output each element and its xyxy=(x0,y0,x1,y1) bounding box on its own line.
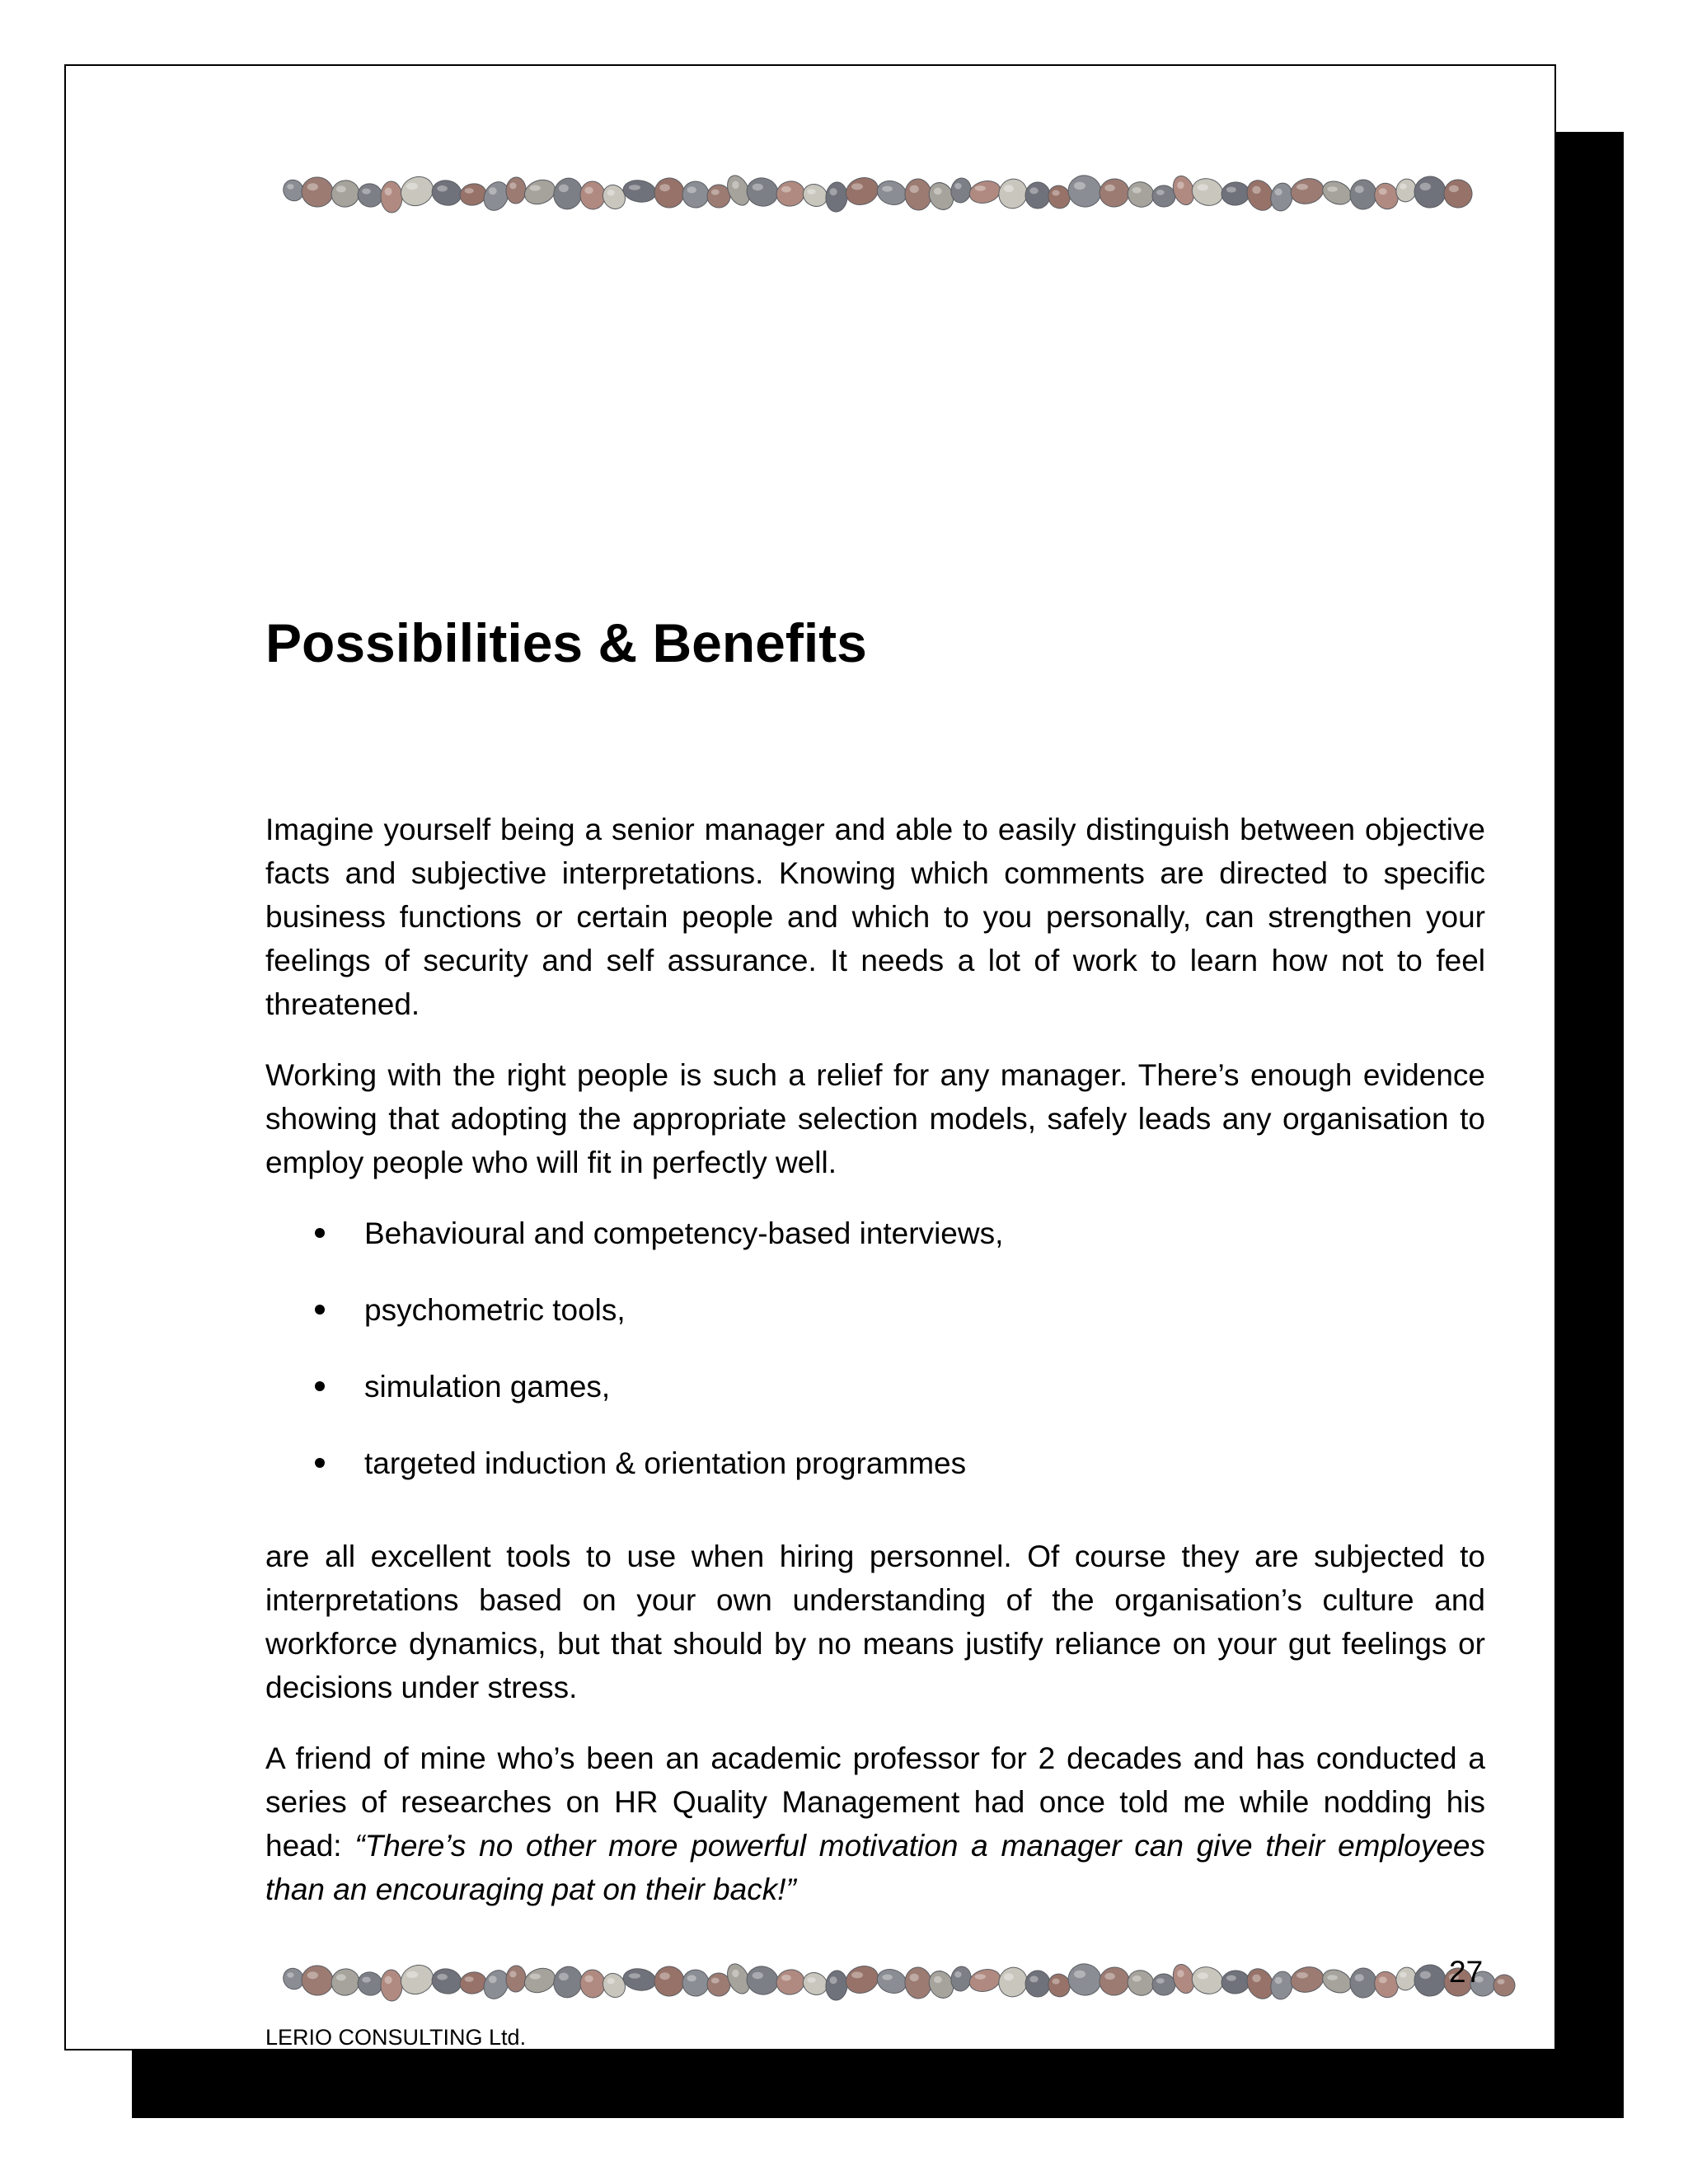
list-item xyxy=(265,1288,1485,1365)
bullet-icon xyxy=(315,1381,325,1391)
pebble-highlight xyxy=(830,188,837,195)
page-number: 27 xyxy=(1449,1955,1484,1989)
pebble-highlight xyxy=(1132,1975,1142,1982)
pebble-highlight xyxy=(465,1976,474,1982)
pebble-icon xyxy=(842,173,882,209)
paragraph: Working with the right people is such a relief for any manager. There’s enough evidence showing that adopting the appropriate selection models, safely leads any organisation to employ people who will fit in perfectly well. xyxy=(265,1058,1485,1179)
pebble-icon xyxy=(1319,177,1354,209)
pebble-icon xyxy=(1268,1970,1295,2001)
pebble-highlight xyxy=(851,183,863,190)
pebble-highlight xyxy=(1379,188,1387,194)
footer-tagline: Helps People’s Potential Stand Out! xyxy=(265,2055,619,2079)
pebble-highlight xyxy=(882,1975,893,1980)
pebble-highlight xyxy=(1275,1977,1282,1985)
pebble-icon xyxy=(1288,176,1326,207)
pebble-highlight xyxy=(1053,190,1060,196)
pebble-highlight xyxy=(1156,190,1165,195)
pebble-icon xyxy=(579,1969,606,1999)
pebble-highlight xyxy=(362,1977,371,1983)
pebble-highlight xyxy=(1198,1972,1208,1979)
pebble-icon xyxy=(505,1965,527,1992)
pebble-icon xyxy=(1189,1963,1226,1999)
pebble-icon xyxy=(1413,175,1448,210)
pebble-highlight xyxy=(975,1974,986,1980)
closing-paragraph-intro: A friend of mine who’s been an academic professor for 2 decades and has conducted a series of researches on HR Quality Management had once told me while nodding his head: xyxy=(265,1741,1485,1863)
bullet-icon xyxy=(315,1458,325,1468)
pebble-highlight xyxy=(781,186,791,193)
pebble-highlight xyxy=(584,1975,593,1983)
list-item-text: psychometric tools, xyxy=(364,1293,626,1327)
pebble-icon xyxy=(1413,1963,1448,1999)
pebble-highlight xyxy=(307,1971,318,1979)
pebble-highlight xyxy=(954,183,961,190)
pebble-highlight xyxy=(1327,1975,1338,1980)
pebble-icon xyxy=(1221,181,1250,206)
pebble-icon xyxy=(380,1970,402,2002)
pebble-highlight xyxy=(1104,1973,1115,1980)
pebble-icon xyxy=(328,177,363,210)
pebble-icon xyxy=(967,1966,1002,1994)
pebble-highlight xyxy=(559,185,569,193)
pebble-icon xyxy=(521,176,558,208)
paragraph: Imagine yourself being a senior manager and able to easily distinguish between objective facts and subjective interpretations. Knowing which comments are directed to specific business functions or certain people and which to you personally, can strengthen your feelings of security and self assurance. It needs a lot of work to learn how not to feel threatened. xyxy=(265,813,1485,1021)
pebble-icon xyxy=(300,1964,335,1997)
pebble-highlight xyxy=(807,1977,816,1983)
tools-list xyxy=(265,1212,1485,1518)
pebble-icon xyxy=(842,1961,882,1997)
pebble-highlight xyxy=(1004,1973,1014,1980)
pebble-highlight xyxy=(910,185,919,194)
document-page xyxy=(64,64,1556,2079)
pebble-highlight xyxy=(1379,1976,1387,1983)
pebble-icon xyxy=(651,175,687,211)
pebble-highlight xyxy=(1296,1972,1308,1979)
pebble-highlight xyxy=(509,182,516,189)
pebble-highlight xyxy=(807,189,816,194)
pebble-highlight xyxy=(1355,1974,1364,1981)
pebble-highlight xyxy=(509,1971,516,1977)
list-item xyxy=(265,1212,1485,1288)
pebble-highlight xyxy=(287,1972,293,1978)
pebble-highlight xyxy=(1104,185,1115,192)
pebble-icon xyxy=(380,181,402,213)
pebble-highlight xyxy=(584,187,593,194)
pebble-highlight xyxy=(1074,182,1085,190)
pebble-highlight xyxy=(934,1976,942,1984)
pebble-icon xyxy=(1151,185,1176,208)
pebble-icon xyxy=(1288,1964,1326,1995)
pebble-highlight xyxy=(385,1976,392,1985)
pebble-highlight xyxy=(307,183,318,190)
pebble-highlight xyxy=(1004,185,1014,192)
pebble-highlight xyxy=(336,185,346,192)
pebble-highlight xyxy=(1420,183,1431,191)
list-item-text: Behavioural and competency-based interviews, xyxy=(364,1216,1004,1250)
pebble-highlight xyxy=(1252,186,1261,194)
pebble-icon xyxy=(874,177,910,209)
pebble-icon xyxy=(1025,182,1050,209)
pebble-highlight xyxy=(851,1971,863,1978)
pebble-icon xyxy=(429,1966,463,1997)
pebble-highlight xyxy=(732,181,738,190)
pebble-highlight xyxy=(1226,187,1236,193)
pebble-highlight xyxy=(607,190,615,196)
pebble-icon xyxy=(621,178,657,204)
pebble-icon xyxy=(1268,181,1295,213)
pebble-highlight xyxy=(406,183,418,190)
pebble-highlight xyxy=(1400,1972,1406,1978)
pebble-highlight xyxy=(934,188,942,195)
pebble-icon xyxy=(458,1970,488,1996)
pebble-icon xyxy=(1350,180,1377,210)
pebble-icon xyxy=(1151,1973,1176,1996)
pebble-icon xyxy=(744,175,781,209)
paragraph: are all excellent tools to use when hiring personnel. Of course they are subjected to interpretations based on your own understanding of the organisation’s culture and workforce dynamics, but that should by no means justify reliance on your gut feelings or decisions under stress. xyxy=(265,1540,1485,1704)
pebble-icon xyxy=(1065,172,1104,211)
pebble-icon xyxy=(1491,1972,1517,1999)
pebble-icon xyxy=(621,1966,657,1992)
pebble-highlight xyxy=(975,185,986,191)
pebble-highlight xyxy=(1226,1975,1236,1981)
pebble-icon xyxy=(1189,175,1226,210)
pebble-highlight xyxy=(385,188,392,196)
pebble-highlight xyxy=(1156,1978,1165,1984)
pebble-icon xyxy=(825,181,848,213)
pebble-highlight xyxy=(607,1978,615,1985)
bullet-icon xyxy=(315,1228,325,1238)
pebble-icon xyxy=(1439,175,1475,213)
pebble-icon xyxy=(707,1973,730,1996)
pebble-icon xyxy=(825,1970,848,2001)
pebble-icon xyxy=(1350,1968,1377,1999)
page-footer xyxy=(265,2022,619,2082)
page-title: Possibilities & Benefits xyxy=(265,612,867,673)
pebble-highlight xyxy=(437,1974,448,1980)
pebble-icon xyxy=(579,180,606,211)
pebble-highlight xyxy=(406,1971,418,1979)
pebble-icon xyxy=(1098,176,1132,209)
pebble-border-bottom xyxy=(272,1953,1517,2011)
pebble-highlight xyxy=(1053,1979,1060,1985)
bullet-icon xyxy=(315,1305,325,1315)
pebble-highlight xyxy=(530,185,541,191)
pebble-highlight xyxy=(465,188,474,194)
pebble-highlight xyxy=(336,1974,346,1980)
pebble-icon xyxy=(967,178,1002,206)
pebble-highlight xyxy=(629,1973,640,1979)
pebble-highlight xyxy=(1355,185,1364,193)
pebble-highlight xyxy=(1449,185,1459,193)
pebble-highlight xyxy=(753,184,763,191)
pebble-highlight xyxy=(830,1976,837,1984)
pebble-highlight xyxy=(1177,1970,1184,1977)
pebble-highlight xyxy=(287,184,293,190)
footer-company: LERIO CONSULTING Ltd. xyxy=(265,2025,527,2050)
pebble-highlight xyxy=(489,1975,497,1983)
pebble-highlight xyxy=(362,189,371,194)
pebble-highlight xyxy=(1029,187,1039,194)
pebble-icon xyxy=(300,176,335,209)
pebble-icon xyxy=(505,176,527,204)
pebble-highlight xyxy=(1198,184,1208,190)
list-item-text: simulation games, xyxy=(364,1370,611,1404)
pebble-icon xyxy=(651,1963,687,1999)
pebble-highlight xyxy=(1498,1979,1505,1985)
pebble-highlight xyxy=(1296,184,1308,190)
pebble-highlight xyxy=(659,184,670,191)
pebble-highlight xyxy=(659,1972,670,1980)
pebble-icon xyxy=(521,1964,558,1996)
pebble-highlight xyxy=(1327,186,1338,192)
closing-quote: “There’s no other more powerful motivation a manager can give their employees than an encouraging pat on their back!” xyxy=(265,1829,1485,1906)
pebble-highlight xyxy=(1420,1971,1431,1980)
pebble-icon xyxy=(903,1966,932,2000)
pebble-highlight xyxy=(1177,181,1184,189)
list-item xyxy=(265,1441,1485,1518)
pebble-highlight xyxy=(1132,187,1142,194)
pebble-highlight xyxy=(1074,1971,1085,1979)
pebble-highlight xyxy=(687,1975,696,1981)
pebble-highlight xyxy=(629,185,640,190)
pebble-icon xyxy=(1025,1971,1050,1997)
pebble-highlight xyxy=(489,187,497,194)
pebble-highlight xyxy=(1400,184,1406,190)
pebble-highlight xyxy=(954,1971,961,1978)
pebble-highlight xyxy=(882,186,893,192)
pebble-highlight xyxy=(687,186,696,193)
pebble-highlight xyxy=(781,1975,791,1981)
pebble-icon xyxy=(1319,1966,1354,1997)
page-body xyxy=(265,808,1485,1911)
pebble-icon xyxy=(775,1967,807,1996)
pebble-highlight xyxy=(711,1978,720,1984)
pebble-icon xyxy=(1098,1965,1132,1997)
list-item-text: targeted induction & orientation programmes xyxy=(364,1446,967,1480)
pebble-highlight xyxy=(1275,189,1282,196)
pebble-highlight xyxy=(530,1974,541,1980)
closing-paragraph xyxy=(265,1736,1485,1911)
list-item xyxy=(265,1365,1485,1441)
pebble-icon xyxy=(1065,1961,1104,1999)
pebble-highlight xyxy=(753,1972,763,1980)
pebble-highlight xyxy=(1252,1975,1261,1983)
pebble-icon xyxy=(1221,1970,1250,1994)
pebble-highlight xyxy=(559,1973,569,1981)
pebble-icon xyxy=(707,185,730,208)
pebble-icon xyxy=(903,178,932,212)
pebble-highlight xyxy=(437,185,448,192)
pebble-icon xyxy=(744,1963,781,1998)
pebble-icon xyxy=(429,178,463,209)
pebble-border-top xyxy=(272,165,1475,223)
pebble-icon xyxy=(874,1966,910,1997)
pebble-highlight xyxy=(1029,1975,1039,1982)
pebble-highlight xyxy=(711,190,720,195)
pebble-icon xyxy=(775,179,807,208)
pebble-highlight xyxy=(910,1974,919,1982)
pebble-icon xyxy=(328,1966,363,1999)
pebble-highlight xyxy=(732,1970,738,1978)
pebble-icon xyxy=(458,181,488,208)
